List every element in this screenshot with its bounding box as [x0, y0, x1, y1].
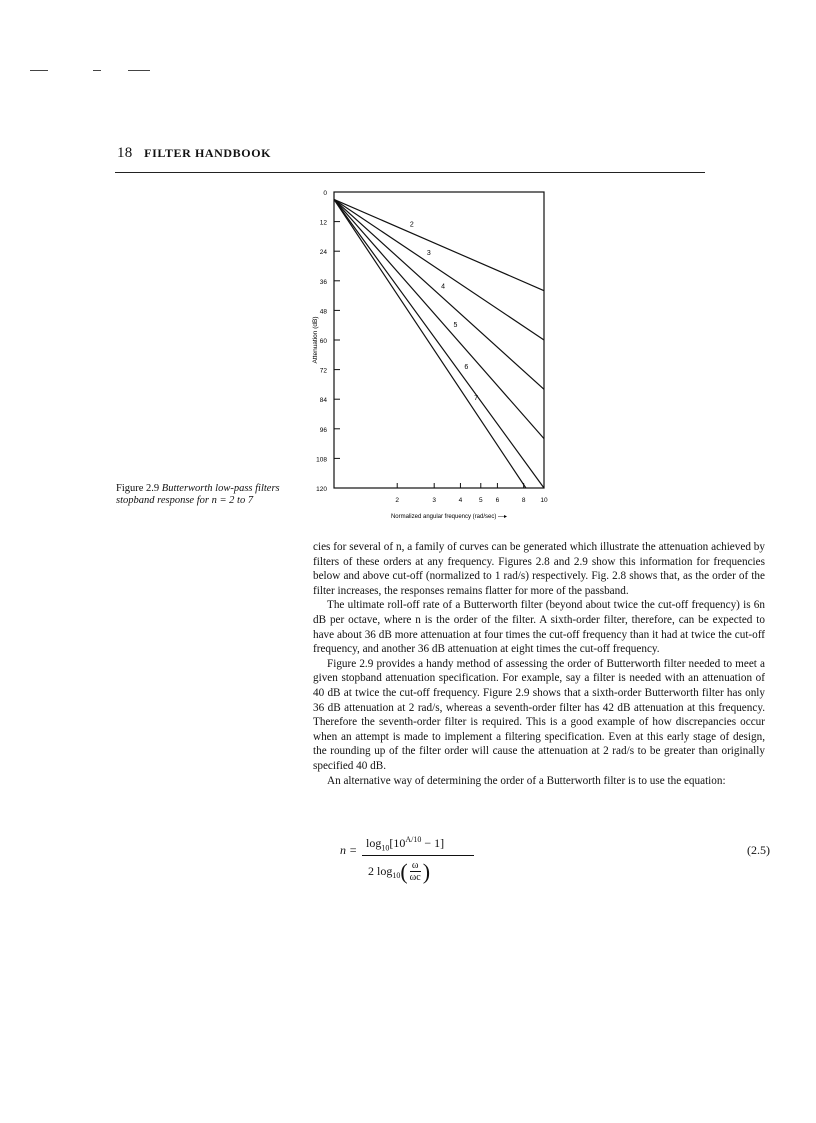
- x-tick-label: 10: [540, 497, 548, 504]
- scan-mark: [93, 70, 101, 71]
- y-tick-label: 60: [319, 338, 327, 345]
- y-tick-label: 84: [319, 397, 327, 405]
- x-tick-label: 3: [432, 497, 437, 504]
- series-label-6: 6: [464, 364, 469, 372]
- x-axis-label: Normalized angular frequency (rad/sec) —▸: [390, 514, 508, 520]
- plot-frame: [334, 192, 544, 488]
- page-number: 18: [117, 145, 133, 161]
- x-tick-label: 5: [478, 497, 483, 504]
- equation-2-5: [340, 833, 770, 893]
- x-tick-label: 6: [495, 497, 500, 504]
- x-tick-label: 4: [458, 497, 463, 504]
- running-header: [117, 145, 271, 162]
- paragraph: An alternative way of determining the order of a Butterworth filter is to use the equation:: [327, 774, 726, 787]
- y-tick-label: 108: [316, 456, 327, 464]
- series-line-4: [334, 199, 544, 389]
- caption-label: Figure 2.9: [116, 483, 160, 494]
- y-axis-label: Attenuation (dB): [312, 316, 319, 364]
- paragraph: cies for several of n, a family of curves can be generated which illustrate the attenuation achieved by filters of these orders at any frequency. Figures 2.8 and 2.9 show this information for frequencies below and above cut-off (normalized to 1 rad/s) respectively. Fig. 2.8 shows that, as the order of the filter increases, the responses remains flatter for more of the passband.: [313, 541, 765, 597]
- figure-caption: [116, 483, 296, 507]
- series-label-2: 2: [409, 221, 414, 229]
- running-title: FILTER HANDBOOK: [144, 146, 272, 160]
- series-label-4: 4: [441, 283, 446, 291]
- caption-text: Butterworth low-pass filters stopband response for n = 2 to 7: [116, 483, 280, 506]
- y-tick-label: 120: [316, 486, 327, 493]
- series-label-3: 3: [426, 249, 431, 257]
- header-rule: [115, 172, 705, 173]
- body-text: [313, 540, 765, 788]
- y-tick-label: 24: [319, 249, 327, 257]
- y-tick-label: 96: [319, 426, 327, 434]
- equation-lhs: n =: [340, 843, 358, 857]
- series-label-7: 7: [474, 395, 479, 403]
- equation-number: (2.5): [747, 843, 770, 857]
- y-tick-label: 0: [323, 190, 327, 197]
- equation-denominator: 2 $\log_{10}( \frac{\omega}{\omega c})$: [368, 859, 431, 884]
- fraction-bar: [362, 855, 474, 856]
- y-tick-label: 36: [319, 278, 327, 286]
- y-tick-label: 48: [319, 308, 327, 316]
- equation-numerator: $\log_{10}[10^{A/10} - 1]$: [366, 835, 445, 853]
- x-tick-label: 8: [521, 497, 526, 504]
- x-tick-label: 2: [395, 497, 400, 504]
- series-line-2: [334, 199, 544, 290]
- paragraph: The ultimate roll-off rate of a Butterworth filter (beyond about twice the cut-off frequency) is 6n dB per octave, where n is the order of the filter. A sixth-order filter, therefore, can be expected to have about 36 dB more attenuation at four times the cut-off frequency than it had at twice the cut-off frequency, and another 36 dB attenuation at eight times the cut-off frequency.: [313, 599, 765, 656]
- series-line-7: [334, 199, 526, 488]
- series-line-6: [334, 199, 544, 488]
- series-label-5: 5: [453, 322, 458, 330]
- y-tick-label: 12: [319, 219, 327, 227]
- attenuation-chart: [290, 180, 555, 530]
- paragraph: Figure 2.9 provides a handy method of assessing the order of Butterworth filter needed to meet a given stopband attenuation specification. For example, say a filter is needed with an attenuation of 40 dB at twice the cut-off frequency. Figure 2.9 shows that a sixth-order Butterworth filter has only 36 dB attenuation at 2 rad/s, whereas a seventh-order filter has 42 dB attenuation at this frequency. Therefore the seventh-order filter is required. This is a good example of how discrepancies occur when an attempt is made to implement a filtering specification. Even at this early stage of design, the rounding up of the filter order will cause the attenuation at 2 rad/s to be greater than originally specified 40 dB.: [313, 657, 765, 772]
- y-tick-label: 72: [319, 367, 327, 375]
- scan-mark: [30, 70, 48, 71]
- scan-mark: [128, 70, 150, 71]
